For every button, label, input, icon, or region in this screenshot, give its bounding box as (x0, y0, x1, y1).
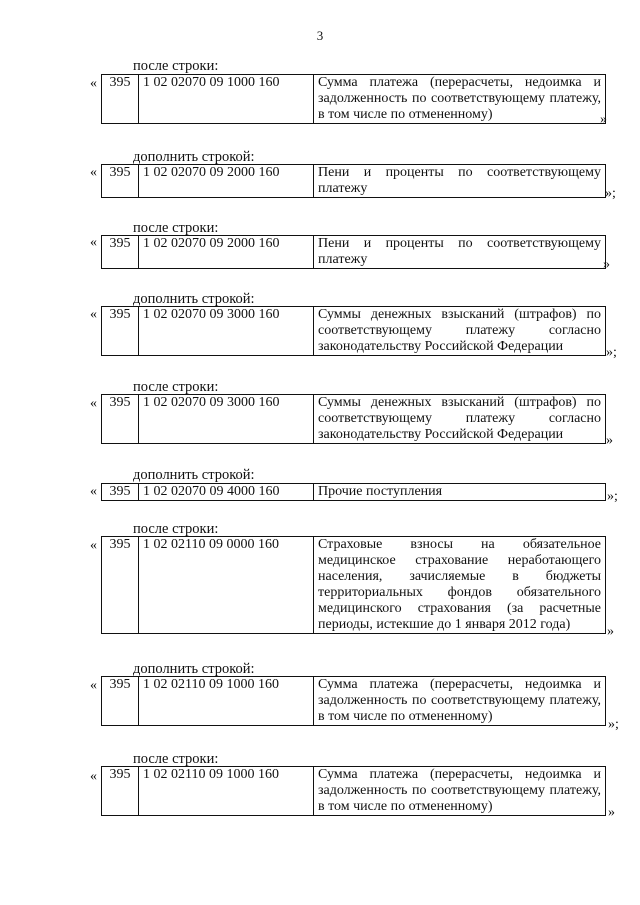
close-quote: » (600, 112, 607, 127)
table-row (102, 236, 606, 269)
block-intro: после строки: (133, 379, 219, 395)
block-intro: после строки: (133, 751, 219, 767)
close-quote: »; (608, 717, 619, 732)
close-quote: » (608, 805, 615, 820)
close-quote: »; (605, 186, 616, 201)
description-cell: Пени и проценты по соответствующему платежу (314, 165, 606, 198)
open-quote: « (90, 76, 97, 91)
code2-cell: 1 02 02110 09 0000 160 (139, 537, 314, 634)
description-cell: Сумма платежа (перерасчеты, недоимка и задолженность по соответствующему платежу, в том числе по отмененному) (314, 677, 606, 726)
code2-cell: 1 02 02070 09 2000 160 (139, 165, 314, 198)
amendment-table (101, 235, 606, 269)
amendment-table (101, 536, 606, 634)
page-number: 3 (316, 28, 324, 43)
code1-cell: 395 (102, 395, 139, 444)
code2-cell: 1 02 02070 09 2000 160 (139, 236, 314, 269)
block-intro: после строки: (133, 220, 219, 236)
block-intro: дополнить строкой: (133, 291, 255, 307)
table-row (102, 75, 606, 124)
open-quote: « (90, 538, 97, 553)
code1-cell: 395 (102, 677, 139, 726)
code2-cell: 1 02 02110 09 1000 160 (139, 767, 314, 816)
description-cell: Страховые взносы на обязательное медицинское страхование неработающего населения, зачисляемые в бюджеты территориальных фондов обязательного медицинского страхования (за расчетные периоды, истекшие до 1 января 2012 года) (314, 537, 606, 634)
open-quote: « (90, 484, 97, 499)
description-cell: Пени и проценты по соответствующему платежу (314, 236, 606, 269)
code1-cell: 395 (102, 307, 139, 356)
block-intro: после строки: (133, 521, 219, 537)
open-quote: « (90, 165, 97, 180)
table-row (102, 537, 606, 634)
open-quote: « (90, 396, 97, 411)
code2-cell: 1 02 02070 09 4000 160 (139, 484, 314, 501)
close-quote: » (603, 257, 610, 272)
block-intro: дополнить строкой: (133, 661, 255, 677)
open-quote: « (90, 307, 97, 322)
code1-cell: 395 (102, 767, 139, 816)
close-quote: » (607, 624, 614, 639)
table-row (102, 307, 606, 356)
amendment-table (101, 483, 606, 501)
block-intro: дополнить строкой: (133, 149, 255, 165)
block-intro: дополнить строкой: (133, 467, 255, 483)
close-quote: »; (607, 489, 618, 504)
code1-cell: 395 (102, 165, 139, 198)
amendment-table (101, 306, 606, 356)
code2-cell: 1 02 02070 09 1000 160 (139, 75, 314, 124)
table-row (102, 767, 606, 816)
open-quote: « (90, 769, 97, 784)
description-cell: Сумма платежа (перерасчеты, недоимка и задолженность по соответствующему платежу, в том числе по отмененному) (314, 75, 606, 124)
close-quote: » (606, 433, 613, 448)
code2-cell: 1 02 02070 09 3000 160 (139, 395, 314, 444)
code1-cell: 395 (102, 75, 139, 124)
code2-cell: 1 02 02070 09 3000 160 (139, 307, 314, 356)
amendment-table (101, 676, 606, 726)
close-quote: »; (606, 345, 617, 360)
amendment-table (101, 74, 606, 124)
description-cell: Сумма платежа (перерасчеты, недоимка и задолженность по соответствующему платежу, в том числе по отмененному) (314, 767, 606, 816)
table-row (102, 484, 606, 501)
code1-cell: 395 (102, 484, 139, 501)
description-cell: Суммы денежных взысканий (штрафов) по соответствующему платежу согласно законодательству Российской Федерации (314, 395, 606, 444)
code1-cell: 395 (102, 537, 139, 634)
table-row (102, 165, 606, 198)
code2-cell: 1 02 02110 09 1000 160 (139, 677, 314, 726)
description-cell: Прочие поступления (314, 484, 606, 501)
table-row (102, 395, 606, 444)
code1-cell: 395 (102, 236, 139, 269)
block-intro: после строки: (133, 58, 219, 74)
open-quote: « (90, 235, 97, 250)
table-row (102, 677, 606, 726)
open-quote: « (90, 678, 97, 693)
amendment-table (101, 394, 606, 444)
description-cell: Суммы денежных взысканий (штрафов) по соответствующему платежу согласно законодательству Российской Федерации (314, 307, 606, 356)
amendment-table (101, 766, 606, 816)
amendment-table (101, 164, 606, 198)
